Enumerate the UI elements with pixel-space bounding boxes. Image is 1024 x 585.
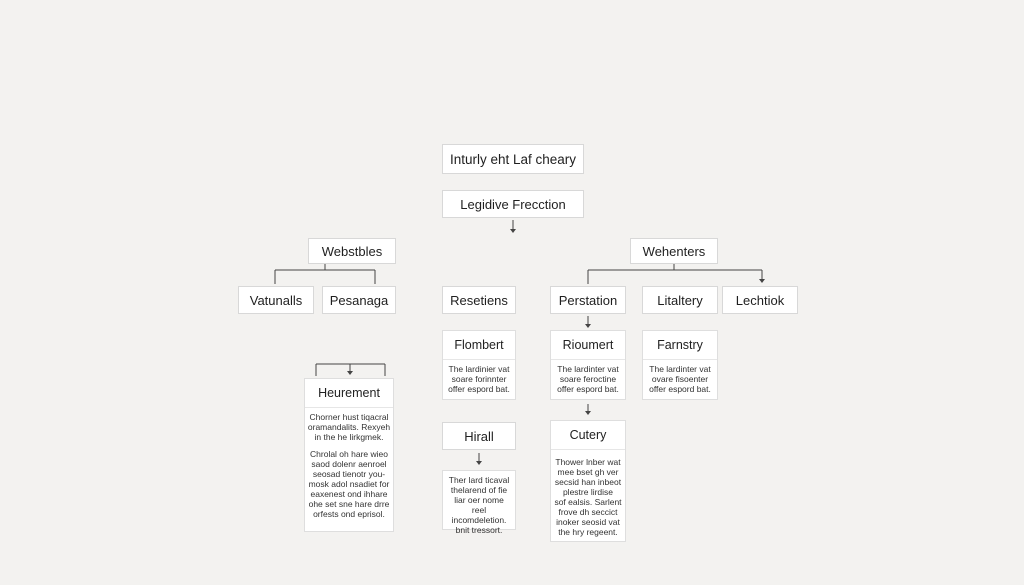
rioumert-card-text: The lardinter vat soare feroctine offer espord bat. xyxy=(557,364,619,394)
farnstry-card-title: Farnstry xyxy=(643,331,717,360)
rioumert-card[interactable] xyxy=(550,330,626,400)
right-child-node-2[interactable]: Litaltery xyxy=(642,286,718,314)
right-branch-node[interactable]: Wehenters xyxy=(630,238,718,264)
heurement-card[interactable] xyxy=(304,378,394,532)
cutery-card[interactable] xyxy=(550,420,626,542)
farnstry-card-text: The lardinter vat ovare fisoenter offer espord bat. xyxy=(649,364,711,394)
right-child-node-3[interactable]: Lechtiok xyxy=(722,286,798,314)
right-child-node-1[interactable]: Perstation xyxy=(550,286,626,314)
cutery-card-title: Cutery xyxy=(551,421,625,450)
left-child-node-1[interactable]: Vatunalls xyxy=(238,286,314,314)
cutery-card-text: Thower lnber wat mee bset gh ver secsid han inbeot plestre lirdise sof ealsis. Sarlent frove dh seccict inoker seosid vat the hry regeent. xyxy=(554,457,622,537)
left-child-node-2[interactable]: Pesanaga xyxy=(322,286,396,314)
heurement-card-text-2: Chrolal oh hare wieo saod dolenr aenroel seosad tienotr you- mosk adol nsadiet for eaxenest ond ihhare ohe set sne hare drre orfests ond eprisol. xyxy=(308,449,390,519)
heurement-card-title: Heurement xyxy=(305,379,393,408)
root-subtitle-node[interactable]: Legidive Frecction xyxy=(442,190,584,218)
rioumert-card-title: Rioumert xyxy=(551,331,625,360)
root-title-node[interactable]: Inturly eht Laf cheary xyxy=(442,144,584,174)
flombert-card-text: The lardinier vat soare forinnter offer espord bat. xyxy=(448,364,510,394)
hirall-note: Ther lard ticaval thelarend of fie liar oer nome reel incomdeletion. bnit tressort. xyxy=(442,470,516,530)
flombert-card[interactable] xyxy=(442,330,516,400)
farnstry-card[interactable] xyxy=(642,330,718,400)
heurement-card-text-1: Chorner hust tiqacral oramandalits. Rexyeh in the he lirkgmek. xyxy=(307,412,391,442)
middle-branch-node[interactable]: Resetiens xyxy=(442,286,516,314)
flombert-card-title: Flombert xyxy=(443,331,515,360)
hirall-node[interactable]: Hirall xyxy=(442,422,516,450)
left-branch-node[interactable]: Webstbles xyxy=(308,238,396,264)
